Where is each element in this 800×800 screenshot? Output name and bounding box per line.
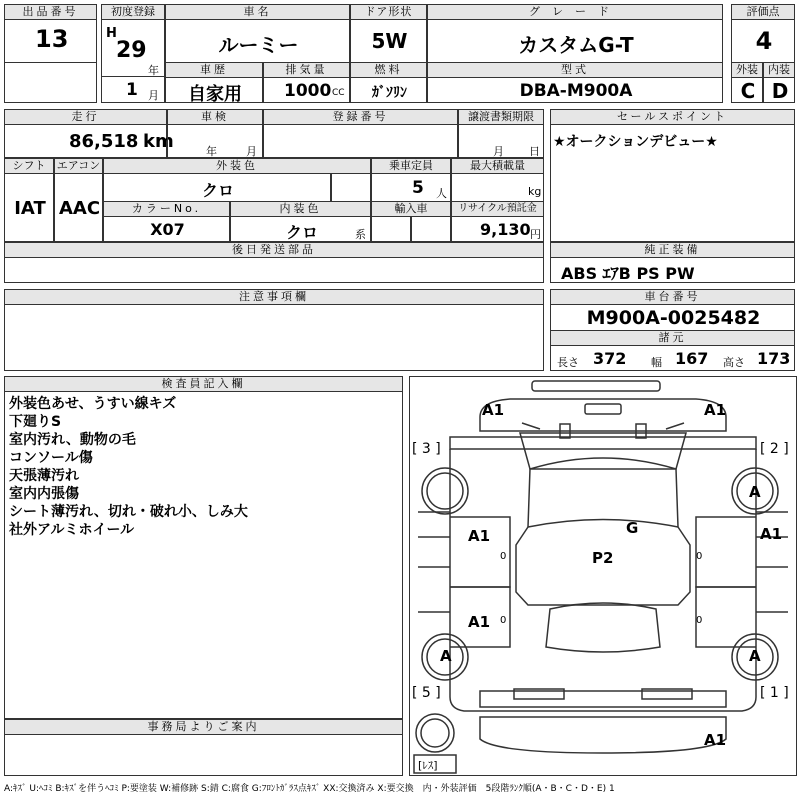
header-lot-no: 出品番号 [4, 4, 97, 20]
header-interior: 内装 [763, 62, 795, 78]
mark-front-left: A1 [482, 401, 505, 419]
score-value: 4 [755, 27, 773, 55]
header-max-load: 最大積載量 [451, 158, 544, 174]
history-box [165, 77, 263, 103]
chassis-value: M900A-0025482 [586, 307, 761, 329]
header-caution: 注意事項欄 [4, 289, 544, 305]
shift-box [4, 173, 54, 242]
header-capacity: 乗車定員 [371, 158, 451, 174]
note-line: 外装色あせ、うすい線キズ [9, 396, 177, 412]
capacity-box [371, 173, 451, 202]
length-value: 372 [593, 349, 627, 368]
header-later-parts: 後日発送部品 [4, 242, 544, 258]
mark-front-right: A1 [704, 401, 727, 419]
inspector-box [4, 391, 403, 719]
note-line: 下廻りS [9, 414, 62, 430]
shift-value: IAT [14, 198, 46, 219]
exterior-box [731, 77, 763, 103]
inspector-notes [9, 395, 248, 539]
import-box-a [371, 216, 411, 242]
mileage-box [4, 124, 174, 158]
height-value: 173 [757, 349, 791, 368]
header-car-name: 車名 [165, 4, 350, 20]
mark-zero-4: 0 [696, 615, 703, 626]
interior-value: D [771, 79, 789, 103]
aircon-value: AAC [58, 198, 101, 219]
model-value: DBA-M900A [519, 81, 633, 101]
transfer-day-unit: 日 [529, 145, 540, 158]
mark-interior-p: P2 [592, 549, 614, 567]
fuel-box [350, 77, 427, 103]
int-color-box [230, 216, 371, 242]
aircon-box [54, 173, 103, 242]
header-reg-no: 登録番号 [263, 109, 458, 125]
load-unit: kg [528, 185, 542, 198]
capacity-value: 5 [412, 178, 424, 198]
header-chassis: 車台番号 [550, 289, 795, 305]
interior-box [763, 77, 795, 103]
header-grade: グレード [427, 4, 723, 20]
ext-color-box [103, 173, 331, 202]
int-color-value: クロ [286, 223, 319, 242]
corner-1: [ 1 ] [760, 685, 789, 701]
header-specs: 諸元 [550, 330, 795, 346]
spare-label: [ﾚｽ] [418, 759, 438, 772]
recycle-value: 9,130 [480, 220, 531, 239]
insp-month-unit: 月 [246, 145, 257, 158]
note-line: シート薄汚れ、切れ・破れ小、しみ大 [9, 504, 248, 520]
header-inspector: 検査員記入欄 [4, 376, 403, 392]
width-value: 167 [675, 349, 709, 368]
mark-rear: A1 [704, 731, 727, 749]
inspection-box [167, 124, 263, 158]
recycle-box [451, 216, 544, 242]
history-value: 自家用 [188, 84, 242, 105]
legend-text: A:ｷｽﾞ U:ﾍｺﾐ B:ｷｽﾞを伴うﾍｺﾐ P:要塗装 W:補修跡 S:錆 C:腐食 G:ﾌﾛﾝﾄｶﾞﾗｽ点ｷｽﾞ XX:交換済み X:要交換 内・外装評価 5段階ﾗﾝｸ順(A・B・C・D・E) 1 [4, 784, 615, 794]
model-box [427, 77, 723, 103]
capacity-unit: 人 [436, 187, 447, 200]
car-name-box [165, 19, 350, 63]
color-no-value: X07 [150, 220, 185, 239]
reg-no-box [263, 124, 458, 158]
grade-box [427, 19, 723, 63]
header-displacement: 排気量 [263, 62, 350, 78]
note-line: 社外アルミホイール [9, 522, 135, 538]
transfer-box [458, 124, 544, 158]
mark-zero-3: 0 [500, 615, 507, 626]
lot-no-value: 13 [35, 25, 69, 53]
displacement-box [263, 77, 350, 103]
ext-color-extra [331, 173, 371, 202]
header-color-no: カラーNo. [103, 201, 230, 217]
genuine-box [550, 257, 795, 283]
exterior-value: C [740, 79, 756, 103]
year-value: 29 [116, 38, 147, 63]
ext-color-value: クロ [201, 181, 234, 200]
header-import: 輸入車 [371, 201, 451, 217]
header-fuel: 燃料 [350, 62, 427, 78]
grade-value: カスタムG-T [518, 33, 634, 57]
header-aircon: エアコン [54, 158, 103, 174]
lot-no-box [4, 19, 97, 63]
door-value: 5W [371, 29, 408, 53]
header-exterior: 外装 [731, 62, 763, 78]
mileage-unit: km [143, 131, 174, 152]
import-box-b [411, 216, 451, 242]
era-value: H [106, 26, 117, 41]
mark-zero-2: 0 [696, 551, 703, 562]
corner-5: [ 5 ] [412, 685, 441, 701]
note-line: コンソール傷 [9, 450, 93, 466]
header-door: ドア形状 [350, 4, 427, 20]
header-model: 型式 [427, 62, 723, 78]
mark-wheel-rear-left: A [440, 647, 452, 665]
corner-3: [ 3 ] [412, 441, 441, 457]
header-first-reg: 初度登録 [101, 4, 165, 20]
score-box [731, 19, 795, 63]
header-transfer: 譲渡書類期限 [458, 109, 544, 125]
mark-roof-g: G [626, 519, 639, 537]
displacement-value: 1000 [284, 81, 332, 101]
month-unit: 月 [148, 89, 159, 102]
header-ext-color: 外装色 [103, 158, 371, 174]
caution-box [4, 304, 544, 371]
first-reg-year-box [101, 19, 165, 77]
mark-right-side: A1 [760, 525, 783, 543]
max-load-box [451, 173, 544, 202]
car-name-value: ルーミー [218, 33, 299, 57]
note-line: 天張薄汚れ [9, 468, 79, 484]
header-office: 事務局よりご案内 [4, 719, 403, 735]
recycle-unit: 円 [530, 228, 541, 241]
mileage-value: 86,518 [69, 131, 139, 152]
specs-box [550, 345, 795, 371]
length-label: 長さ [557, 356, 579, 369]
year-unit: 年 [148, 64, 159, 77]
car-outline-svg [410, 377, 796, 775]
header-score: 評価点 [731, 4, 795, 20]
first-reg-month-box [101, 76, 165, 103]
month-value: 1 [126, 80, 138, 100]
lot-no-blank [4, 62, 97, 103]
header-mileage: 走行 [4, 109, 167, 125]
height-label: 高さ [723, 356, 745, 369]
transfer-month-unit: 月 [493, 145, 504, 158]
car-diagram [409, 376, 797, 776]
mark-wheel-rear-right: A [749, 647, 761, 665]
fuel-value: ｶﾞｿﾘﾝ [372, 85, 407, 101]
int-color-unit: 系 [355, 228, 366, 241]
header-history: 車歴 [165, 62, 263, 78]
header-inspection: 車検 [167, 109, 263, 125]
note-line: 室内汚れ、動物の毛 [9, 432, 136, 448]
color-no-box [103, 216, 230, 242]
width-label: 幅 [651, 356, 662, 369]
office-box [4, 734, 403, 776]
chassis-box [550, 304, 795, 331]
header-shift: シフト [4, 158, 54, 174]
insp-year-unit: 年 [206, 145, 217, 158]
sales-point-box [550, 124, 795, 242]
mark-zero-1: 0 [500, 551, 507, 562]
header-recycle: リサイクル預託金 [451, 201, 544, 217]
mark-wheel-front-right: A [749, 483, 761, 501]
mark-door-rear-left: A1 [468, 613, 491, 631]
corner-2: [ 2 ] [760, 441, 789, 457]
mark-door-front-left: A1 [468, 527, 491, 545]
later-parts-box [4, 257, 544, 283]
header-sales-point: セールスポイント [550, 109, 795, 125]
displacement-unit: CC [332, 88, 345, 98]
genuine-value: ABS ｴｱB PS PW [561, 264, 695, 283]
door-box [350, 19, 427, 63]
note-line: 室内内張傷 [9, 486, 79, 502]
header-genuine: 純正装備 [550, 242, 795, 258]
sales-point-value: ★オークションデビュー★ [553, 134, 718, 150]
header-int-color: 内装色 [230, 201, 371, 217]
